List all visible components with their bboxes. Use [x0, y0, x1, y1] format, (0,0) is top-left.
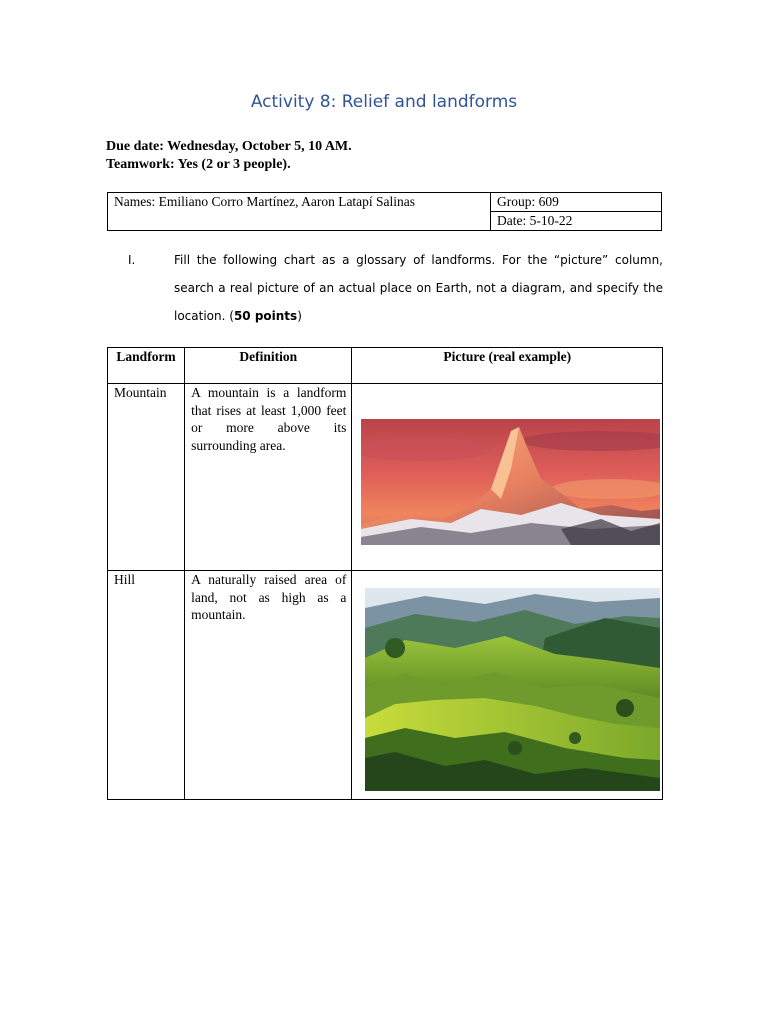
names-cell: Names: Emiliano Corro Martínez, Aaron Latapí Salinas: [108, 193, 491, 231]
assignment-meta: [106, 138, 352, 174]
hills-photo: [365, 588, 660, 791]
instruction-close: ): [297, 309, 302, 323]
instruction: [128, 246, 663, 330]
landform-name: Mountain: [114, 385, 167, 400]
mountain-photo: [361, 419, 660, 545]
landform-definition: A naturally raised area of land, not as high as a mountain.: [191, 572, 347, 622]
instruction-number: I.: [128, 253, 136, 267]
table-row: [108, 384, 663, 571]
instruction-text: [174, 246, 663, 330]
date-cell: Date: 5-10-22: [491, 212, 662, 231]
landform-definition: A mountain is a landform that rises at least 1,000 feet or more above its surrounding area.: [191, 385, 347, 453]
glossary-table: [107, 347, 663, 800]
names-table: [107, 192, 662, 231]
header-definition: Definition: [185, 348, 352, 384]
picture-cell: [352, 384, 663, 571]
instruction-body: Fill the following chart as a glossary of landforms. For the “picture” column, search a real picture of an actual place on Earth, not a diagram, and specify the location. (: [174, 253, 663, 323]
due-date: Due date: Wednesday, October 5, 10 AM.: [106, 139, 352, 154]
picture-cell: [352, 571, 663, 800]
header-picture: Picture (real example): [352, 348, 663, 384]
landform-name: Hill: [114, 572, 136, 587]
page-title: Activity 8: Relief and landforms: [250, 92, 518, 112]
instruction-points: 50 points: [233, 309, 298, 323]
table-row: [108, 571, 663, 800]
header-landform: Landform: [108, 348, 185, 384]
glossary-header-row: [108, 348, 663, 384]
group-cell: Group: 609: [491, 193, 662, 212]
teamwork: Teamwork: Yes (2 or 3 people).: [106, 157, 291, 172]
